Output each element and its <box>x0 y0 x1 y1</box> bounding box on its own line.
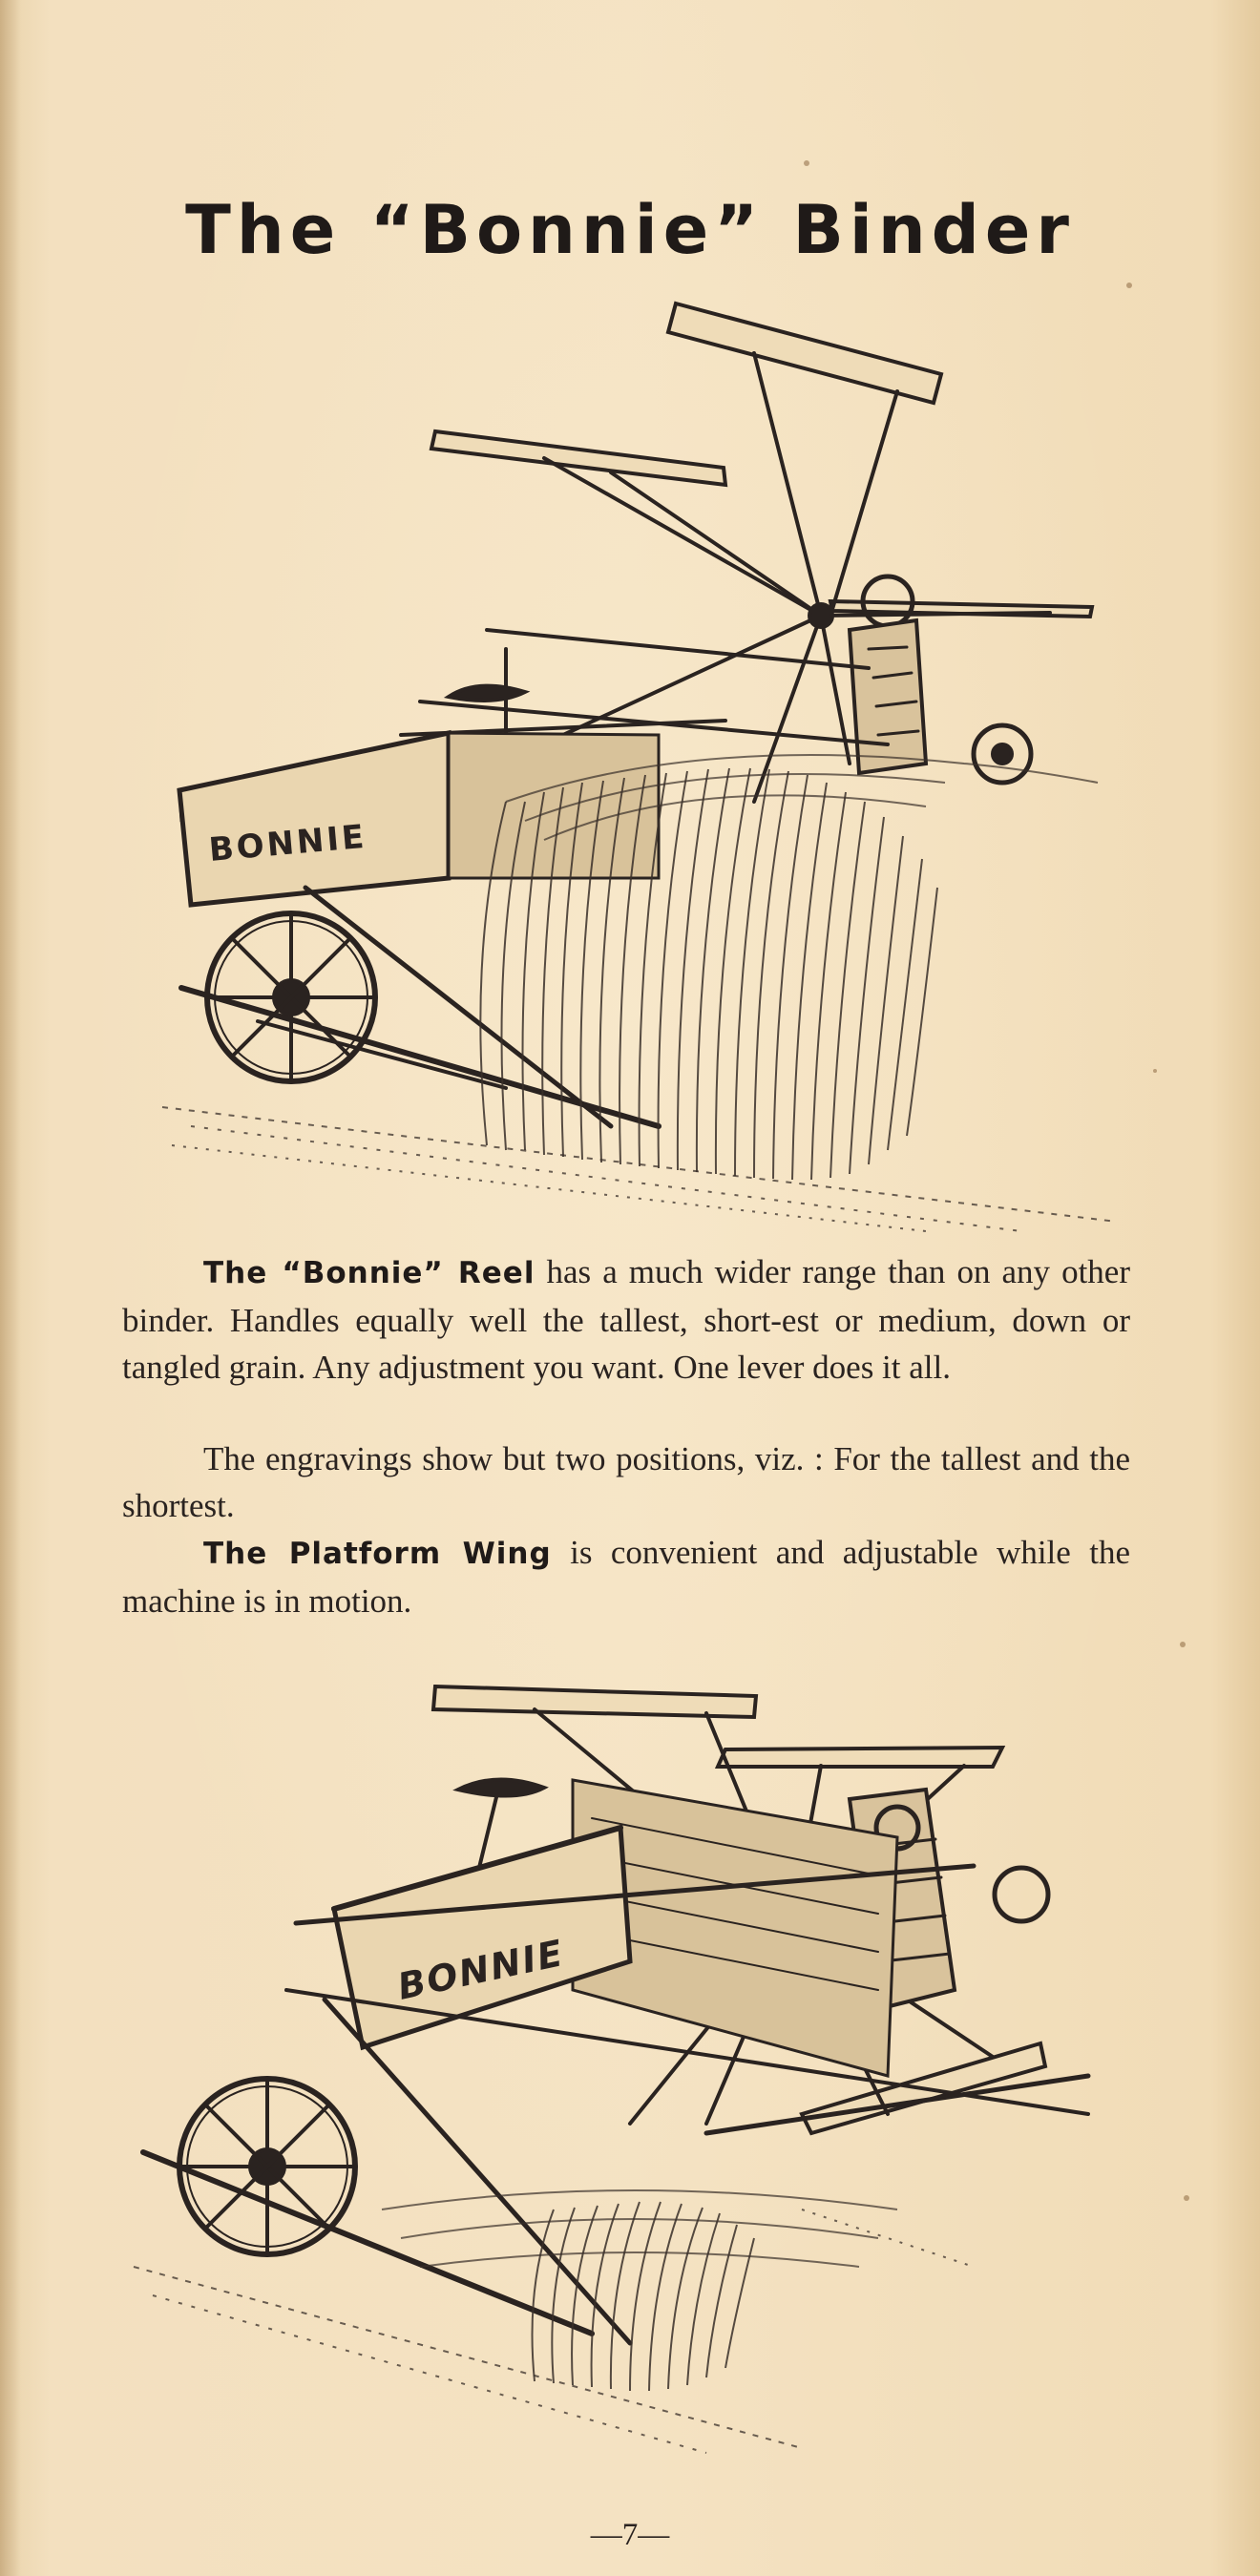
page-number: —7— <box>590 2518 670 2552</box>
paragraph-lead: The Platform Wing <box>203 1537 552 1571</box>
machine-label: BONNIE <box>393 1931 568 2008</box>
spine-shadow <box>0 0 21 2576</box>
reel-slat <box>668 304 941 403</box>
paragraph-body: is convenient and adjustable while the machine is in motion. <box>122 1534 1130 1620</box>
binder-engraving-reel-high <box>162 286 1117 1231</box>
binder-engraving-reel-low <box>134 1675 1107 2458</box>
reel-slat <box>718 1748 1002 1767</box>
paragraph-engravings <box>122 1435 1130 1529</box>
binder-box <box>179 733 449 905</box>
page-title: The “Bonnie” Binder <box>185 191 1075 269</box>
standing-grain <box>533 2202 755 2391</box>
paragraph-body: The engravings show but two positions, viz. : For the tallest and the shortest. <box>122 1440 1130 1524</box>
paragraph-reel <box>122 1248 1130 1391</box>
paragraph-lead: The “Bonnie” Reel <box>203 1256 536 1290</box>
paragraph-body: has a much wider range than on any other binder. Handles equally well the tallest, short-est or medium, down or tangled grain. Any adjustment you want. One lever does it all. <box>122 1253 1130 1386</box>
machine-label: BONNIE <box>207 817 368 869</box>
paragraph-platform-wing <box>122 1529 1130 1624</box>
